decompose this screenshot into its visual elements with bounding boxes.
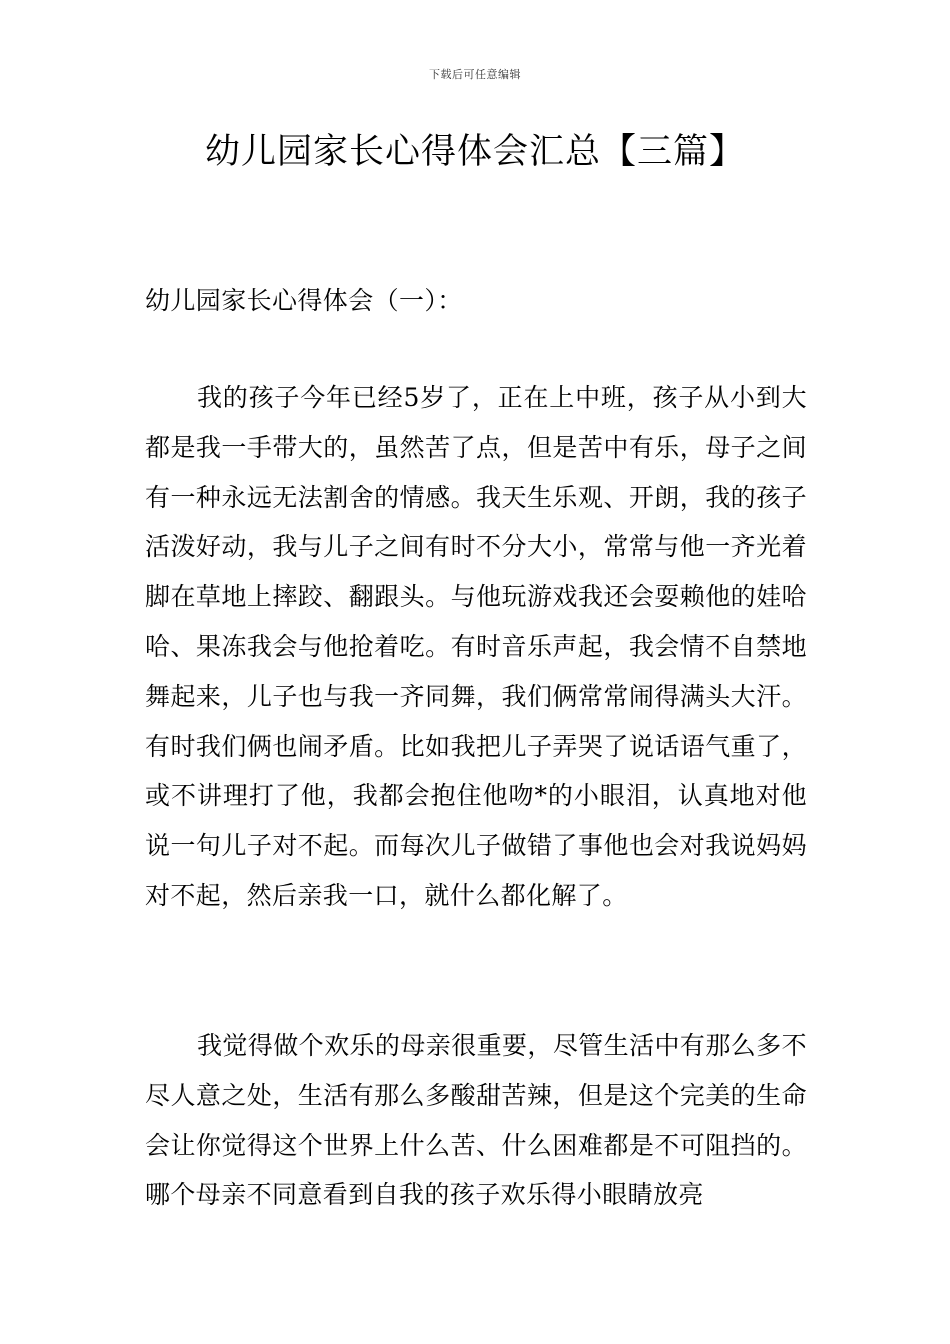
section-heading: 幼儿园家长心得体会（一）： bbox=[145, 286, 463, 315]
paragraph-1: 我的孩子今年已经5岁了，正在上中班，孩子从小到大都是我一手带大的，虽然苦了点，但是苦中有乐，母子之间有一种永远无法割舍的情感。我天生乐观、开朗，我的孩子活泼好动，我与儿子之间有时不分大小，常常与他一齐光着脚在草地上摔跤、翻跟头。与他玩游戏我还会耍赖他的娃哈哈、果冻我会与他抢着吃。有时音乐声起，我会情不自禁地舞起来，儿子也与我一齐同舞，我们俩常常闹得满头大汗。有时我们俩也闹矛盾。比如我把儿子弄哭了说话语气重了，或不讲理打了他，我都会抱住他吻*的小眼泪，认真地对他说一句儿子对不起。而每次儿子做错了事他也会对我说妈妈对不起，然后亲我一口，就什么都化解了。 bbox=[145, 383, 807, 910]
paragraph-2: 我觉得做个欢乐的母亲很重要，尽管生活中有那么多不尽人意之处，生活有那么多酸甜苦辣，但是这个完美的生命会让你觉得这个世界上什么苦、什么困难都是不可阻挡的。哪个母亲不同意看到自我的孩子欢乐得小眼睛放亮 bbox=[145, 1031, 807, 1210]
document-title: 幼儿园家长心得体会汇总【三篇】 bbox=[204, 132, 745, 172]
header-note: 下载后可任意编辑 bbox=[429, 68, 521, 81]
